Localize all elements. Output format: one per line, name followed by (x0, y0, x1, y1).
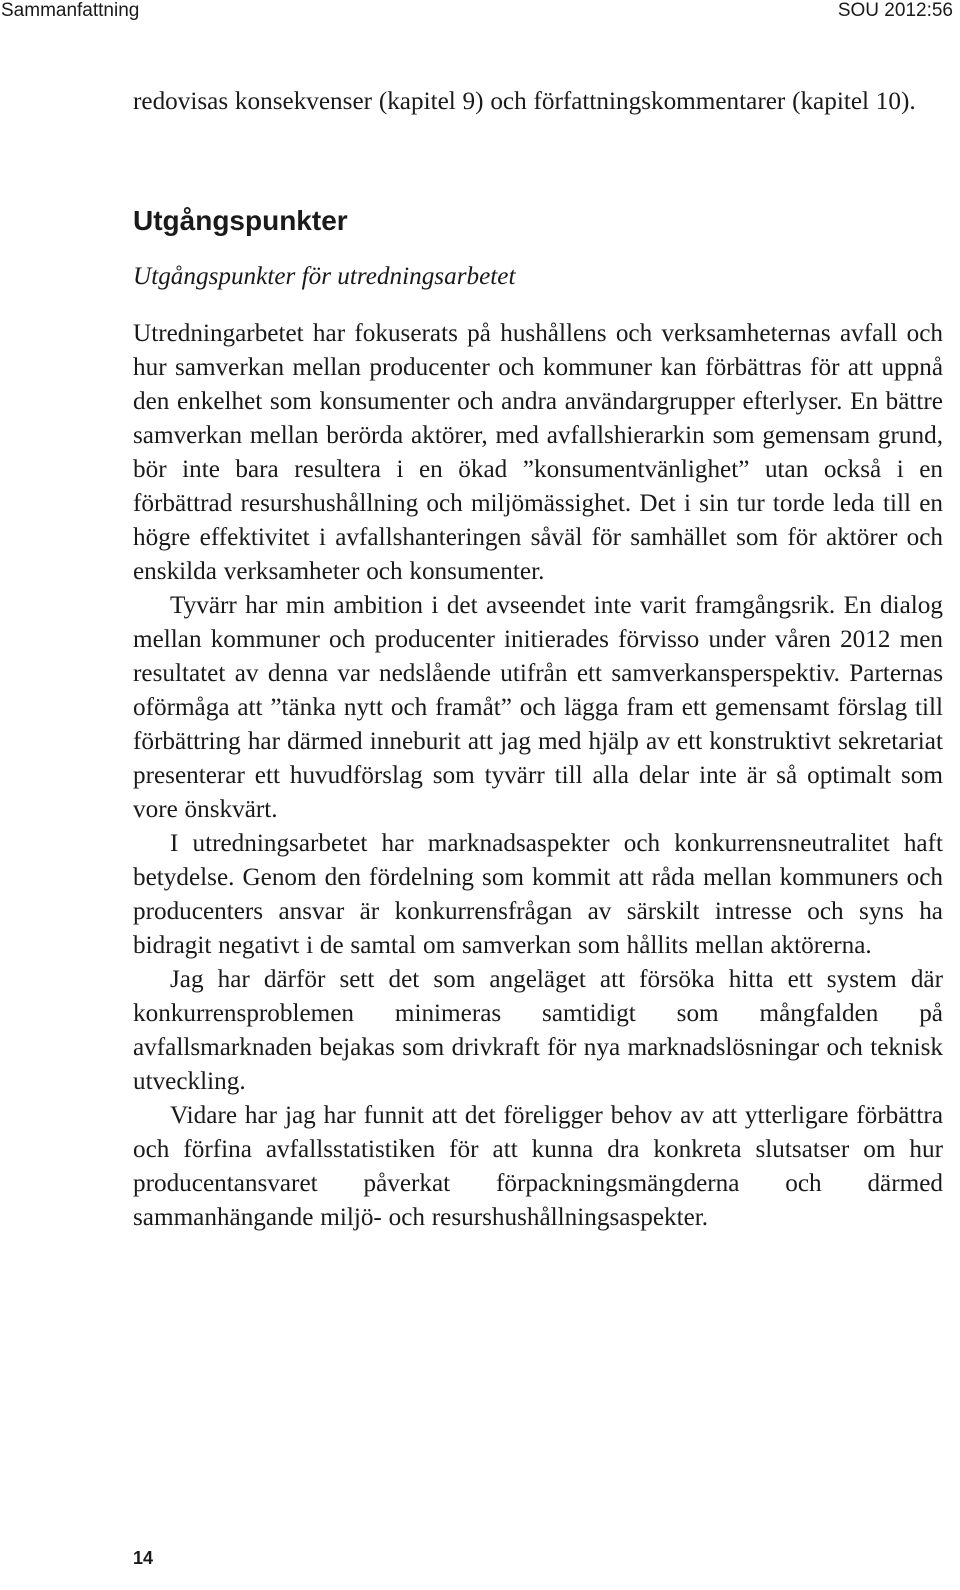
body-paragraph: Tyvärr har min ambition i det avseendet inte varit framgångsrik. En dialog mellan kommuner och producenter initierades förvisso under våren 2012 men resultatet av denna var nedslående utifrån ett samverkansperspektiv. Parternas oförmåga att ”tänka nytt och framåt” och lägga fram ett gemensamt förslag till förbättring har därmed inneburit att jag med hjälp av ett konstruktivt sekretariat presenterar ett huvudförslag som tyvärr till alla delar inte är så optimalt som vore önskvärt. (133, 592, 943, 823)
body-paragraph: Jag har därför sett det som angeläget att försöka hitta ett system där konkurrensproblemen minimeras samtidigt som mångfalden på avfallsmarknaden bejakas som drivkraft för nya marknadslösningar och teknisk utveckling. (133, 966, 943, 1095)
header-report-id: SOU 2012:56 (837, 0, 953, 21)
body-paragraph: I utredningsarbetet har marknadsaspekter och konkurrensneutralitet haft betydelse. Genom den fördelning som kommit att råda mellan kommuners och producenters ansvar är konkurrensfrågan av särskilt intresse och syns ha bidragit negativt i de samtal om samverkan som hållits mellan aktörerna. (133, 830, 943, 959)
page-body (133, 85, 943, 1235)
body-paragraph: Vidare har jag har funnit att det föreligger behov av att ytterligare förbättra och förfina avfallsstatistiken för att kunna dra konkreta slutsatser om hur producentansvaret påverkat förpackningsmängderna och därmed sammanhängande miljö- och resurshushållningsaspekter. (133, 1102, 943, 1231)
running-header (0, 0, 960, 22)
intro-paragraph: redovisas konsekvenser (kapitel 9) och författningskommentarer (kapitel 10). (133, 88, 916, 115)
section-heading: Utgångspunkter (133, 205, 348, 236)
header-section-title: Sammanfattning (1, 0, 140, 21)
section-subheading: Utgångspunkter för utredningsarbetet (133, 263, 516, 290)
body-paragraph: Utredningarbetet har fokuserats på hushållens och verksamheternas avfall och hur samverkan mellan producenter och kommuner kan förbättras för att uppnå den enkelhet som konsumenter och andra användargrupper efterlyser. En bättre samverkan mellan berörda aktörer, med avfallshierarkin som gemensam grund, bör inte bara resultera i en ökad ”konsumentvänlighet” utan också i en förbättrad resurshushållning och miljömässighet. Det i sin tur torde leda till en högre effektivitet i avfallshanteringen såväl för samhället som för aktörer och enskilda verksamheter och konsumenter. (133, 320, 943, 585)
page-number: 14 (133, 1548, 154, 1568)
